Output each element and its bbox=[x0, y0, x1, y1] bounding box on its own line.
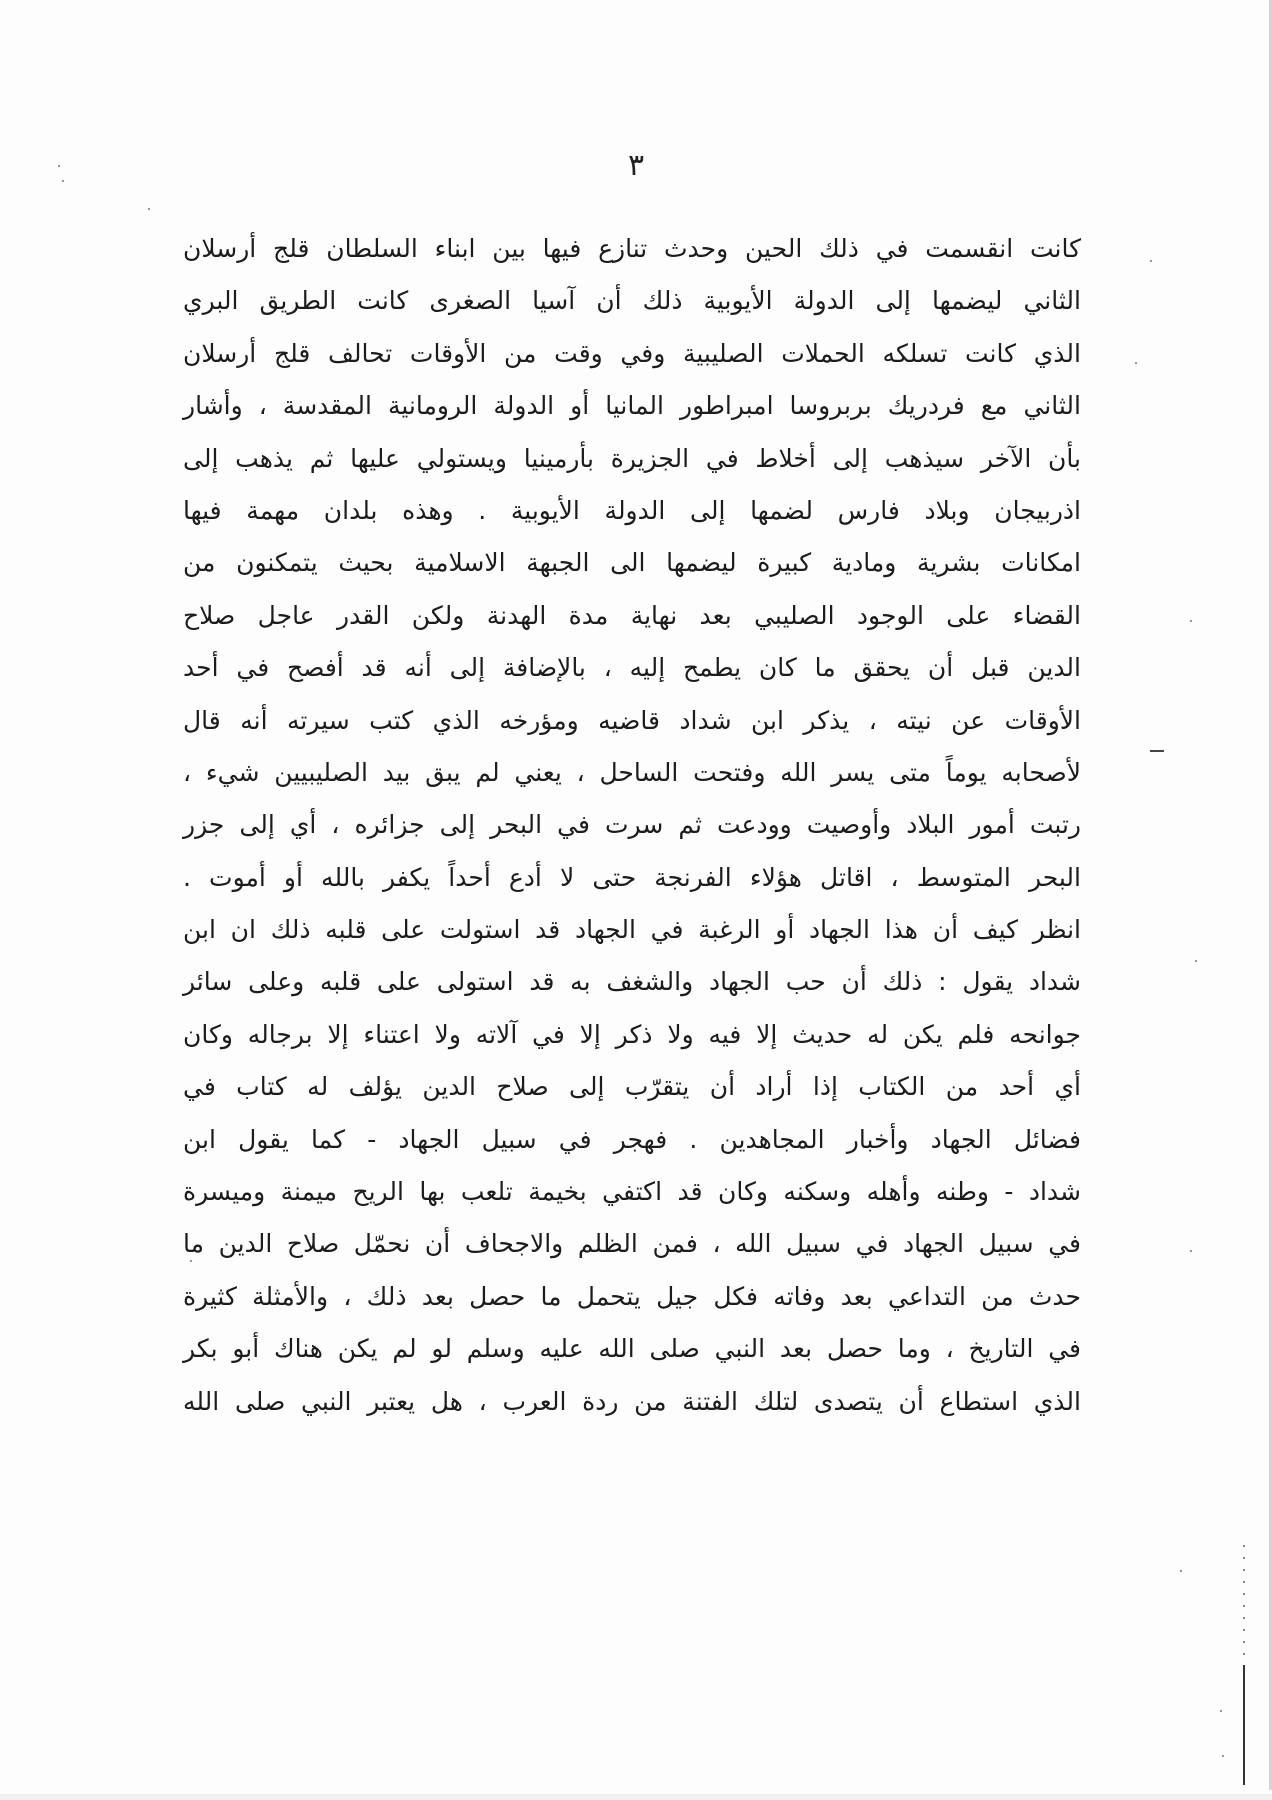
text-line: بأن الآخر سيذهب إلى أخلاط في الجزيرة بأرمينيا ويستولي عليها ثم يذهب إلى bbox=[183, 443, 1081, 473]
text-line: الثاني مع فردريك بربروسا امبراطور المانيا أو الدولة الرومانية المقدسة ، وأشار bbox=[183, 391, 1081, 421]
scan-edge-bottom bbox=[0, 1794, 1272, 1800]
text-line: امكانات بشرية ومادية كبيرة ليضمها الى الجبهة الاسلامية بحيث يتمكنون من bbox=[183, 548, 1081, 578]
text-line: فضائل الجهاد وأخبار المجاهدين . فهجر في سبيل الجهاد - كما يقول ابن bbox=[183, 1124, 1081, 1154]
scan-speck bbox=[190, 1260, 192, 1262]
text-line: شداد يقول : ذلك أن حب الجهاد والشغف به قد استولى على قلبه وعلى سائر bbox=[183, 967, 1081, 997]
text-line: كانت انقسمت في ذلك الحين وحدث تنازع فيها بين ابناء السلطان قلج أرسلان bbox=[183, 234, 1081, 263]
text-line: في التاريخ ، وما حصل بعد النبي صلى الله عليه وسلم لو لم يكن هناك أبو بكر bbox=[183, 1334, 1081, 1364]
scan-speck bbox=[58, 165, 60, 167]
text-line: الثاني ليضمها إلى الدولة الأيوبية ذلك أن آسيا الصغرى كانت الطريق البري bbox=[183, 286, 1081, 316]
margin-mark bbox=[1150, 750, 1164, 752]
margin-rule bbox=[1243, 1665, 1245, 1785]
text-line: الدين قبل أن يحقق ما كان يطمح إليه ، بالإضافة إلى أنه قد أفصح في أحد bbox=[183, 653, 1081, 683]
text-line: اذربيجان وبلاد فارس لضمها إلى الدولة الأيوبية . وهذه بلدان مهمة فيها bbox=[183, 495, 1081, 525]
scan-speck bbox=[1180, 1570, 1182, 1572]
text-line: الذي استطاع أن يتصدى لتلك الفتنة من ردة العرب ، هل يعتبر النبي صلى الله bbox=[183, 1386, 1081, 1416]
text-line: شداد - وطنه وأهله وسكنه وكان قد اكتفي بخيمة تلعب بها الريح ميمنة وميسرة bbox=[183, 1177, 1081, 1207]
text-line: لأصحابه يوماً متى يسر الله وفتحت الساحل ، يعني لم يبق بيد الصليبيين شيء ، bbox=[183, 757, 1081, 787]
text-line: انظر كيف أن هذا الجهاد أو الرغبة في الجهاد قد استولت على قلبه ذلك ان ابن bbox=[183, 915, 1081, 945]
page-number: ٣ bbox=[627, 148, 645, 183]
scan-speck bbox=[148, 208, 150, 210]
text-line: رتبت أمور البلاد وأوصيت وودعت ثم سرت في البحر إلى جزائره ، أي إلى جزر bbox=[183, 810, 1081, 840]
text-line: الأوقات عن نيته ، يذكر ابن شداد قاضيه ومؤرخه الذي كتب سيرته أنه قال bbox=[183, 705, 1081, 735]
scan-speck bbox=[1220, 1710, 1222, 1712]
scan-speck bbox=[1190, 620, 1192, 622]
scan-speck bbox=[1190, 1250, 1192, 1252]
scan-speck bbox=[62, 180, 64, 182]
scan-speck bbox=[1195, 960, 1197, 962]
text-line: أي أحد من الكتاب إذا أراد أن يتقرّب إلى صلاح الدين يؤلف له كتاب في bbox=[183, 1072, 1081, 1102]
body-text bbox=[183, 223, 1081, 1428]
text-line: الذي كانت تسلكه الحملات الصليبية وفي وقت من الأوقات تحالف قلج أرسلان bbox=[183, 338, 1081, 368]
text-line: حدث من التداعي بعد وفاته فكل جيل يتحمل ما حصل بعد ذلك ، والأمثلة كثيرة bbox=[183, 1281, 1081, 1311]
text-line: القضاء على الوجود الصليبي بعد نهاية مدة الهدنة ولكن القدر عاجل صلاح bbox=[183, 600, 1081, 630]
scan-speck bbox=[1135, 362, 1137, 364]
margin-dotted-rule bbox=[1243, 1545, 1245, 1655]
text-line: جوانحه فلم يكن له حديث إلا فيه ولا ذكر إلا في آلاته ولا اعتناء إلا برجاله وكان bbox=[183, 1019, 1081, 1049]
scan-speck bbox=[1150, 260, 1152, 262]
scan-speck bbox=[1222, 1755, 1224, 1757]
text-line: في سبيل الجهاد في سبيل الله ، فمن الظلم والاجحاف أن نحمّل صلاح الدين ما bbox=[183, 1229, 1081, 1259]
text-line: البحر المتوسط ، اقاتل هؤلاء الفرنجة حتى لا أدع أحداً يكفر بالله أو أموت . bbox=[183, 862, 1081, 892]
